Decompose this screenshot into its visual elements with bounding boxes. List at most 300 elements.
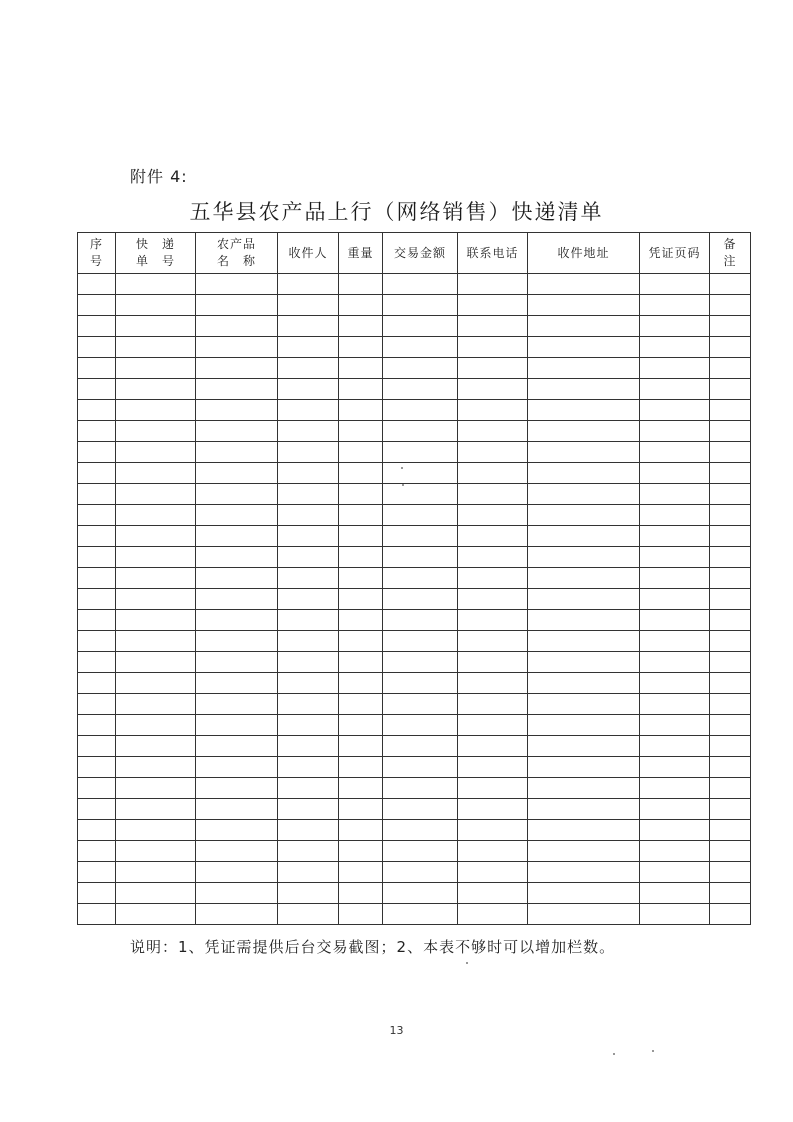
table-cell[interactable] xyxy=(458,442,528,463)
table-cell[interactable] xyxy=(278,547,339,568)
table-cell[interactable] xyxy=(710,484,751,505)
table-cell[interactable] xyxy=(116,883,196,904)
table-cell[interactable] xyxy=(640,589,710,610)
table-cell[interactable] xyxy=(640,421,710,442)
table-cell[interactable] xyxy=(710,736,751,757)
table-cell[interactable] xyxy=(196,862,278,883)
table-cell[interactable] xyxy=(640,673,710,694)
table-cell[interactable] xyxy=(383,778,458,799)
table-cell[interactable] xyxy=(458,316,528,337)
table-cell[interactable] xyxy=(383,379,458,400)
table-cell[interactable] xyxy=(78,421,116,442)
table-cell[interactable] xyxy=(196,316,278,337)
table-cell[interactable] xyxy=(278,631,339,652)
table-cell[interactable] xyxy=(710,799,751,820)
table-cell[interactable] xyxy=(528,442,640,463)
table-cell[interactable] xyxy=(383,694,458,715)
table-cell[interactable] xyxy=(339,757,383,778)
table-cell[interactable] xyxy=(116,526,196,547)
table-cell[interactable] xyxy=(528,757,640,778)
table-cell[interactable] xyxy=(710,316,751,337)
table-cell[interactable] xyxy=(640,295,710,316)
table-cell[interactable] xyxy=(339,568,383,589)
table-cell[interactable] xyxy=(528,736,640,757)
table-cell[interactable] xyxy=(383,568,458,589)
table-cell[interactable] xyxy=(458,337,528,358)
table-cell[interactable] xyxy=(528,316,640,337)
table-cell[interactable] xyxy=(640,547,710,568)
table-cell[interactable] xyxy=(339,610,383,631)
table-cell[interactable] xyxy=(78,568,116,589)
table-cell[interactable] xyxy=(640,463,710,484)
table-cell[interactable] xyxy=(528,610,640,631)
table-cell[interactable] xyxy=(710,862,751,883)
table-cell[interactable] xyxy=(339,337,383,358)
table-cell[interactable] xyxy=(278,862,339,883)
table-cell[interactable] xyxy=(116,547,196,568)
table-cell[interactable] xyxy=(116,694,196,715)
table-cell[interactable] xyxy=(710,883,751,904)
table-cell[interactable] xyxy=(116,631,196,652)
table-cell[interactable] xyxy=(458,631,528,652)
table-cell[interactable] xyxy=(383,526,458,547)
table-cell[interactable] xyxy=(458,547,528,568)
table-cell[interactable] xyxy=(528,799,640,820)
table-cell[interactable] xyxy=(78,505,116,526)
table-cell[interactable] xyxy=(116,505,196,526)
table-cell[interactable] xyxy=(339,904,383,925)
table-cell[interactable] xyxy=(528,652,640,673)
table-cell[interactable] xyxy=(528,421,640,442)
table-cell[interactable] xyxy=(278,904,339,925)
table-cell[interactable] xyxy=(710,358,751,379)
table-cell[interactable] xyxy=(116,337,196,358)
table-cell[interactable] xyxy=(640,904,710,925)
table-cell[interactable] xyxy=(710,337,751,358)
table-cell[interactable] xyxy=(339,841,383,862)
table-cell[interactable] xyxy=(278,841,339,862)
table-cell[interactable] xyxy=(710,568,751,589)
table-cell[interactable] xyxy=(78,904,116,925)
table-cell[interactable] xyxy=(710,715,751,736)
table-cell[interactable] xyxy=(339,820,383,841)
table-cell[interactable] xyxy=(116,904,196,925)
table-cell[interactable] xyxy=(528,778,640,799)
table-cell[interactable] xyxy=(339,715,383,736)
table-cell[interactable] xyxy=(116,589,196,610)
table-cell[interactable] xyxy=(278,820,339,841)
table-cell[interactable] xyxy=(196,274,278,295)
table-cell[interactable] xyxy=(78,757,116,778)
table-cell[interactable] xyxy=(640,715,710,736)
table-cell[interactable] xyxy=(339,358,383,379)
table-cell[interactable] xyxy=(710,631,751,652)
table-cell[interactable] xyxy=(78,547,116,568)
table-cell[interactable] xyxy=(710,694,751,715)
table-cell[interactable] xyxy=(640,841,710,862)
table-cell[interactable] xyxy=(710,421,751,442)
table-cell[interactable] xyxy=(278,526,339,547)
table-cell[interactable] xyxy=(339,778,383,799)
table-cell[interactable] xyxy=(383,736,458,757)
table-cell[interactable] xyxy=(640,862,710,883)
table-cell[interactable] xyxy=(640,400,710,421)
table-cell[interactable] xyxy=(116,841,196,862)
table-cell[interactable] xyxy=(383,400,458,421)
table-cell[interactable] xyxy=(196,484,278,505)
table-cell[interactable] xyxy=(528,295,640,316)
table-cell[interactable] xyxy=(640,694,710,715)
table-cell[interactable] xyxy=(196,904,278,925)
table-cell[interactable] xyxy=(196,400,278,421)
table-cell[interactable] xyxy=(458,694,528,715)
table-cell[interactable] xyxy=(640,274,710,295)
table-cell[interactable] xyxy=(196,463,278,484)
table-cell[interactable] xyxy=(640,610,710,631)
table-cell[interactable] xyxy=(78,610,116,631)
table-cell[interactable] xyxy=(640,799,710,820)
table-cell[interactable] xyxy=(710,526,751,547)
table-cell[interactable] xyxy=(339,400,383,421)
table-cell[interactable] xyxy=(78,715,116,736)
table-cell[interactable] xyxy=(116,610,196,631)
table-cell[interactable] xyxy=(278,463,339,484)
table-cell[interactable] xyxy=(78,274,116,295)
table-cell[interactable] xyxy=(383,841,458,862)
table-cell[interactable] xyxy=(458,358,528,379)
table-cell[interactable] xyxy=(278,316,339,337)
table-cell[interactable] xyxy=(458,904,528,925)
table-cell[interactable] xyxy=(528,358,640,379)
table-cell[interactable] xyxy=(78,652,116,673)
table-cell[interactable] xyxy=(383,463,458,484)
table-cell[interactable] xyxy=(339,484,383,505)
table-cell[interactable] xyxy=(383,337,458,358)
table-cell[interactable] xyxy=(78,442,116,463)
table-cell[interactable] xyxy=(278,484,339,505)
table-cell[interactable] xyxy=(640,757,710,778)
table-cell[interactable] xyxy=(640,631,710,652)
table-cell[interactable] xyxy=(196,673,278,694)
table-cell[interactable] xyxy=(278,757,339,778)
table-cell[interactable] xyxy=(339,442,383,463)
table-cell[interactable] xyxy=(383,316,458,337)
table-cell[interactable] xyxy=(78,337,116,358)
table-cell[interactable] xyxy=(278,736,339,757)
table-cell[interactable] xyxy=(528,631,640,652)
table-cell[interactable] xyxy=(196,757,278,778)
table-cell[interactable] xyxy=(383,274,458,295)
table-cell[interactable] xyxy=(196,694,278,715)
table-cell[interactable] xyxy=(383,547,458,568)
table-cell[interactable] xyxy=(458,295,528,316)
table-cell[interactable] xyxy=(196,421,278,442)
table-cell[interactable] xyxy=(640,337,710,358)
table-cell[interactable] xyxy=(458,778,528,799)
table-cell[interactable] xyxy=(196,295,278,316)
table-cell[interactable] xyxy=(78,589,116,610)
table-cell[interactable] xyxy=(339,463,383,484)
table-cell[interactable] xyxy=(116,400,196,421)
table-cell[interactable] xyxy=(458,274,528,295)
table-cell[interactable] xyxy=(383,799,458,820)
table-cell[interactable] xyxy=(710,820,751,841)
table-cell[interactable] xyxy=(710,841,751,862)
table-cell[interactable] xyxy=(116,442,196,463)
table-cell[interactable] xyxy=(339,673,383,694)
table-cell[interactable] xyxy=(528,526,640,547)
table-cell[interactable] xyxy=(78,778,116,799)
table-cell[interactable] xyxy=(278,442,339,463)
table-cell[interactable] xyxy=(383,652,458,673)
table-cell[interactable] xyxy=(339,631,383,652)
table-cell[interactable] xyxy=(383,421,458,442)
table-cell[interactable] xyxy=(458,589,528,610)
table-cell[interactable] xyxy=(196,610,278,631)
table-cell[interactable] xyxy=(78,463,116,484)
table-cell[interactable] xyxy=(116,799,196,820)
table-cell[interactable] xyxy=(78,484,116,505)
table-cell[interactable] xyxy=(278,883,339,904)
table-cell[interactable] xyxy=(710,652,751,673)
table-cell[interactable] xyxy=(278,379,339,400)
table-cell[interactable] xyxy=(383,631,458,652)
table-cell[interactable] xyxy=(278,505,339,526)
table-cell[interactable] xyxy=(528,400,640,421)
table-cell[interactable] xyxy=(640,736,710,757)
table-cell[interactable] xyxy=(710,442,751,463)
table-cell[interactable] xyxy=(383,358,458,379)
table-cell[interactable] xyxy=(78,358,116,379)
table-cell[interactable] xyxy=(640,442,710,463)
table-cell[interactable] xyxy=(339,379,383,400)
table-cell[interactable] xyxy=(458,379,528,400)
table-cell[interactable] xyxy=(116,862,196,883)
table-cell[interactable] xyxy=(640,820,710,841)
table-cell[interactable] xyxy=(339,799,383,820)
table-cell[interactable] xyxy=(339,736,383,757)
table-cell[interactable] xyxy=(278,778,339,799)
table-cell[interactable] xyxy=(78,316,116,337)
table-cell[interactable] xyxy=(528,337,640,358)
table-cell[interactable] xyxy=(196,589,278,610)
table-cell[interactable] xyxy=(278,610,339,631)
table-cell[interactable] xyxy=(339,883,383,904)
table-cell[interactable] xyxy=(278,295,339,316)
table-cell[interactable] xyxy=(278,337,339,358)
table-cell[interactable] xyxy=(339,862,383,883)
table-cell[interactable] xyxy=(458,421,528,442)
table-cell[interactable] xyxy=(196,778,278,799)
table-cell[interactable] xyxy=(116,463,196,484)
table-cell[interactable] xyxy=(339,274,383,295)
table-cell[interactable] xyxy=(78,400,116,421)
table-cell[interactable] xyxy=(116,421,196,442)
table-cell[interactable] xyxy=(458,400,528,421)
table-cell[interactable] xyxy=(710,589,751,610)
table-cell[interactable] xyxy=(458,673,528,694)
table-cell[interactable] xyxy=(383,673,458,694)
table-cell[interactable] xyxy=(528,883,640,904)
table-cell[interactable] xyxy=(640,883,710,904)
table-cell[interactable] xyxy=(78,736,116,757)
table-cell[interactable] xyxy=(116,379,196,400)
table-cell[interactable] xyxy=(78,799,116,820)
table-cell[interactable] xyxy=(640,484,710,505)
table-cell[interactable] xyxy=(710,904,751,925)
table-cell[interactable] xyxy=(116,820,196,841)
table-cell[interactable] xyxy=(196,841,278,862)
table-cell[interactable] xyxy=(383,904,458,925)
table-cell[interactable] xyxy=(339,547,383,568)
table-cell[interactable] xyxy=(116,715,196,736)
table-cell[interactable] xyxy=(116,274,196,295)
table-cell[interactable] xyxy=(383,505,458,526)
table-cell[interactable] xyxy=(710,757,751,778)
table-cell[interactable] xyxy=(458,757,528,778)
table-cell[interactable] xyxy=(116,736,196,757)
table-cell[interactable] xyxy=(116,358,196,379)
table-cell[interactable] xyxy=(278,421,339,442)
table-cell[interactable] xyxy=(710,400,751,421)
table-cell[interactable] xyxy=(458,568,528,589)
table-cell[interactable] xyxy=(196,442,278,463)
table-cell[interactable] xyxy=(78,841,116,862)
table-cell[interactable] xyxy=(640,568,710,589)
table-cell[interactable] xyxy=(339,316,383,337)
table-cell[interactable] xyxy=(278,799,339,820)
table-cell[interactable] xyxy=(528,694,640,715)
table-cell[interactable] xyxy=(528,841,640,862)
table-cell[interactable] xyxy=(528,904,640,925)
table-cell[interactable] xyxy=(196,379,278,400)
table-cell[interactable] xyxy=(458,652,528,673)
table-cell[interactable] xyxy=(339,694,383,715)
table-cell[interactable] xyxy=(458,484,528,505)
table-cell[interactable] xyxy=(458,610,528,631)
table-cell[interactable] xyxy=(196,526,278,547)
table-cell[interactable] xyxy=(339,589,383,610)
table-cell[interactable] xyxy=(383,883,458,904)
table-cell[interactable] xyxy=(78,862,116,883)
table-cell[interactable] xyxy=(78,694,116,715)
table-cell[interactable] xyxy=(196,820,278,841)
table-cell[interactable] xyxy=(458,505,528,526)
table-cell[interactable] xyxy=(78,526,116,547)
table-cell[interactable] xyxy=(640,652,710,673)
table-cell[interactable] xyxy=(116,673,196,694)
table-cell[interactable] xyxy=(528,379,640,400)
table-cell[interactable] xyxy=(196,358,278,379)
table-cell[interactable] xyxy=(458,862,528,883)
table-cell[interactable] xyxy=(383,820,458,841)
table-cell[interactable] xyxy=(78,631,116,652)
table-cell[interactable] xyxy=(640,379,710,400)
table-cell[interactable] xyxy=(339,526,383,547)
table-cell[interactable] xyxy=(383,757,458,778)
table-cell[interactable] xyxy=(640,358,710,379)
table-cell[interactable] xyxy=(339,421,383,442)
table-cell[interactable] xyxy=(339,652,383,673)
table-cell[interactable] xyxy=(196,652,278,673)
table-cell[interactable] xyxy=(278,673,339,694)
table-cell[interactable] xyxy=(196,883,278,904)
table-cell[interactable] xyxy=(710,778,751,799)
table-cell[interactable] xyxy=(116,316,196,337)
table-cell[interactable] xyxy=(196,715,278,736)
table-cell[interactable] xyxy=(339,295,383,316)
table-cell[interactable] xyxy=(528,463,640,484)
table-cell[interactable] xyxy=(383,484,458,505)
table-cell[interactable] xyxy=(78,295,116,316)
table-cell[interactable] xyxy=(528,568,640,589)
table-cell[interactable] xyxy=(528,862,640,883)
table-cell[interactable] xyxy=(278,274,339,295)
table-cell[interactable] xyxy=(116,652,196,673)
table-cell[interactable] xyxy=(339,505,383,526)
table-cell[interactable] xyxy=(78,883,116,904)
table-cell[interactable] xyxy=(528,820,640,841)
table-cell[interactable] xyxy=(458,820,528,841)
table-cell[interactable] xyxy=(383,610,458,631)
table-cell[interactable] xyxy=(458,736,528,757)
table-cell[interactable] xyxy=(710,274,751,295)
table-cell[interactable] xyxy=(528,274,640,295)
table-cell[interactable] xyxy=(458,841,528,862)
table-cell[interactable] xyxy=(383,862,458,883)
table-cell[interactable] xyxy=(116,568,196,589)
table-cell[interactable] xyxy=(640,778,710,799)
table-cell[interactable] xyxy=(116,295,196,316)
table-cell[interactable] xyxy=(278,715,339,736)
table-cell[interactable] xyxy=(458,715,528,736)
table-cell[interactable] xyxy=(640,316,710,337)
table-cell[interactable] xyxy=(196,337,278,358)
table-cell[interactable] xyxy=(278,358,339,379)
table-cell[interactable] xyxy=(710,673,751,694)
table-cell[interactable] xyxy=(710,379,751,400)
table-cell[interactable] xyxy=(196,799,278,820)
table-cell[interactable] xyxy=(710,295,751,316)
table-cell[interactable] xyxy=(278,568,339,589)
table-cell[interactable] xyxy=(196,505,278,526)
table-cell[interactable] xyxy=(458,883,528,904)
table-cell[interactable] xyxy=(78,673,116,694)
table-cell[interactable] xyxy=(278,400,339,421)
table-cell[interactable] xyxy=(640,505,710,526)
table-cell[interactable] xyxy=(278,694,339,715)
table-cell[interactable] xyxy=(710,547,751,568)
table-cell[interactable] xyxy=(458,526,528,547)
table-cell[interactable] xyxy=(383,589,458,610)
table-cell[interactable] xyxy=(640,526,710,547)
table-cell[interactable] xyxy=(196,631,278,652)
table-cell[interactable] xyxy=(116,484,196,505)
table-cell[interactable] xyxy=(278,652,339,673)
table-cell[interactable] xyxy=(528,484,640,505)
table-cell[interactable] xyxy=(710,505,751,526)
table-cell[interactable] xyxy=(528,547,640,568)
table-cell[interactable] xyxy=(710,610,751,631)
table-cell[interactable] xyxy=(383,442,458,463)
table-cell[interactable] xyxy=(528,505,640,526)
table-cell[interactable] xyxy=(116,778,196,799)
table-cell[interactable] xyxy=(196,568,278,589)
table-cell[interactable] xyxy=(458,463,528,484)
table-cell[interactable] xyxy=(196,736,278,757)
table-cell[interactable] xyxy=(528,673,640,694)
table-cell[interactable] xyxy=(78,820,116,841)
